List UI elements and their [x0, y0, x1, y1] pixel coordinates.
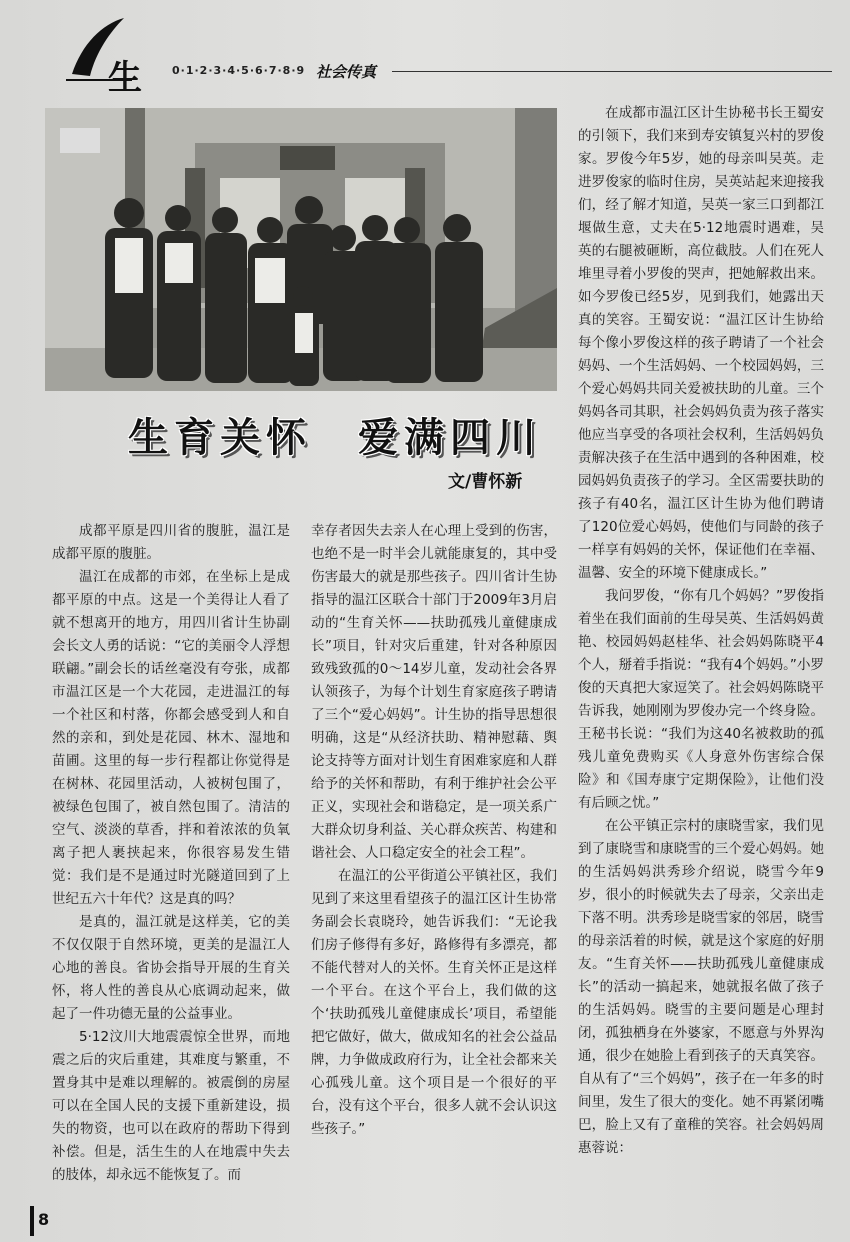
logo-text: 生 — [108, 58, 142, 98]
article-byline: 文/曹怀新 — [448, 472, 523, 492]
text-column-2 — [311, 520, 557, 1141]
paragraph: 温江在成都的市郊，在坐标上是成都平原的中点。这是一个美得让人看了就不想离开的地方，用四川省计生协副会长文人勇的话说：“它的美丽令人浮想联翩。”副会长的话丝毫没有夸张，成都市温江区是一个大花园，走进温江的每一个社区和村落，你都会感受到人和自然的亲和，到处是花园、林木、湿地和苗圃。这里的每一步行程都让你觉得是在树林、花园里活动，人被树包围了，被绿色包围了，被自然包围了。清洁的空气、淡淡的草香，拌和着浓浓的负氧离子把人裹挟起来，你很容易发生错觉：我们是不是通过时光隧道回到了上世纪五六十年代？这是真的吗？ — [52, 569, 290, 907]
article-title: 生育关怀 爱满四川 — [128, 415, 542, 461]
paragraph: 在公平镇正宗村的康晓雪家，我们见到了康晓雪和康晓雪的三个爱心妈妈。她的生活妈妈洪秀珍介绍说，晓雪今年9岁，很小的时候就失去了母亲，父亲出走下落不明。洪秀珍是晓雪家的邻居，晓雪的母亲活着的时候，就是这个家庭的好朋友。“生育关怀——扶助孤残儿童健康成长”的活动一搞起来，她就报名做了孩子的生活妈妈。晓雪的主要问题是心理封闭，孤独栖身在外婆家，不愿意与外界沟通，很少在她脸上看到孩子的天真笑容。自从有了“三个妈妈”，孩子在一年多的时间里，发生了很大的变化。她不再紧闭嘴巴，脸上又有了童稚的笑容。社会妈妈周惠蓉说： — [578, 818, 824, 1156]
paragraph: 5·12汶川大地震震惊全世界，而地震之后的灾后重建，其难度与繁重，不置身其中是难以理解的。被震倒的房屋可以在全国人民的支援下重新建设，损失的物资，也可以在政府的帮助下得到补偿。但是，活生生的人在地震中失去的肢体，却永远不能恢复了。而 — [52, 1029, 290, 1183]
section-title: 社会传真 — [316, 63, 377, 81]
header-rule — [392, 71, 832, 72]
header-digits: 0·1·2·3·4·5·6·7·8·9 — [172, 64, 306, 77]
paragraph: 我问罗俊，“你有几个妈妈？”罗俊指着坐在我们面前的生母吴英、生活妈妈黄艳、校园妈妈赵桂华、社会妈妈陈晓平4个人，掰着手指说：“我有4个妈妈。”小罗俊的天真把大家逗笑了。社会妈妈陈晓平告诉我，她刚刚为罗俊办完一个终身险。王秘书长说：“我们为这40名被救助的孤残儿童免费购买《人身意外伤害综合保险》和《国寿康宁定期保险》，让他们没有后顾之忧。” — [578, 588, 824, 811]
paragraph: 在成都市温江区计生协秘书长王蜀安的引领下，我们来到寿安镇复兴村的罗俊家。罗俊今年5岁，她的母亲叫吴英。走进罗俊家的临时住房，吴英站起来迎接我们，经了解才知道，吴英一家三口到都江堰做生意，丈夫在5·12地震时遇难，吴英的右腿被砸断，高位截肢。人们在死人堆里寻着小罗俊的哭声，把她解救出来。如今罗俊已经5岁，见到我们，她露出天真的笑容。王蜀安说：“温江区计生协给每个像小罗俊这样的孩子聘请了一个社会妈妈、一个生活妈妈、一个校园妈妈，三个爱心妈妈共同关爱被扶助的儿童。三个妈妈各司其职，社会妈妈负责为孩子落实他应当享受的各项社会权利，生活妈妈负责解决孩子在生活中遇到的各种困难，校园妈妈负责孩子的学习。全区需要扶助的孩子有40名，温江区计生协为他们聘请了120位爱心妈妈，使他们与同龄的孩子一样享有妈妈的关怀，保证他们在幸福、温馨、安全的环境下健康成长。” — [578, 105, 824, 581]
page-number: 8 — [38, 1210, 50, 1229]
paragraph: 是真的，温江就是这样美，它的美不仅仅限于自然环境，更美的是温江人心地的善良。省协会指导开展的生育关怀，将人性的善良从心底调动起来，做起了一件功德无量的公益事业。 — [52, 914, 290, 1022]
paragraph: 在温江的公平街道公平镇社区，我们见到了来这里看望孩子的温江区计生协常务副会长袁晓玲，她告诉我们：“无论我们房子修得有多好，路修得有多漂亮，都不能代替对人的关怀。生育关怀正是这样一个平台。在这个平台上，我们做的这个‘扶助孤残儿童健康成长’项目，希望能把它做好，做大，做成知名的社会公益品牌，力争做成政府行为，让全社会都来关心孤残儿童。这个项目是一个很好的平台，没有这个平台，很多人就不会认识这些孩子。” — [311, 868, 557, 1137]
paragraph: 成都平原是四川省的腹脏，温江是成都平原的腹脏。 — [52, 523, 290, 562]
text-column-1 — [52, 520, 290, 1187]
page-number-bar — [30, 1206, 34, 1236]
text-column-3 — [578, 102, 824, 1160]
group-photo — [45, 108, 557, 391]
paragraph: 幸存者因失去亲人在心理上受到的伤害，也绝不是一时半会儿就能康复的，其中受伤害最大的就是那些孩子。四川省计生协指导的温江区联合十部门于2009年3月启动的“生育关怀——扶助孤残儿童健康成长”项目，针对灾后重建，针对各种原因致残致孤的0～14岁儿童，发动社会各界认领孩子，为每个计划生育家庭孩子聘请了三个“爱心妈妈”。计生协的指导思想很明确，这是“从经济扶助、精神慰藉、舆论支持等方面对计划生育困难家庭和人群给予的关怀和帮助，有利于维护社会公平正义，实现社会和谐稳定，是一项关系广大群众切身利益、关心群众疾苦、构建和谐社会、人口稳定安全的社会工程”。 — [311, 523, 557, 861]
